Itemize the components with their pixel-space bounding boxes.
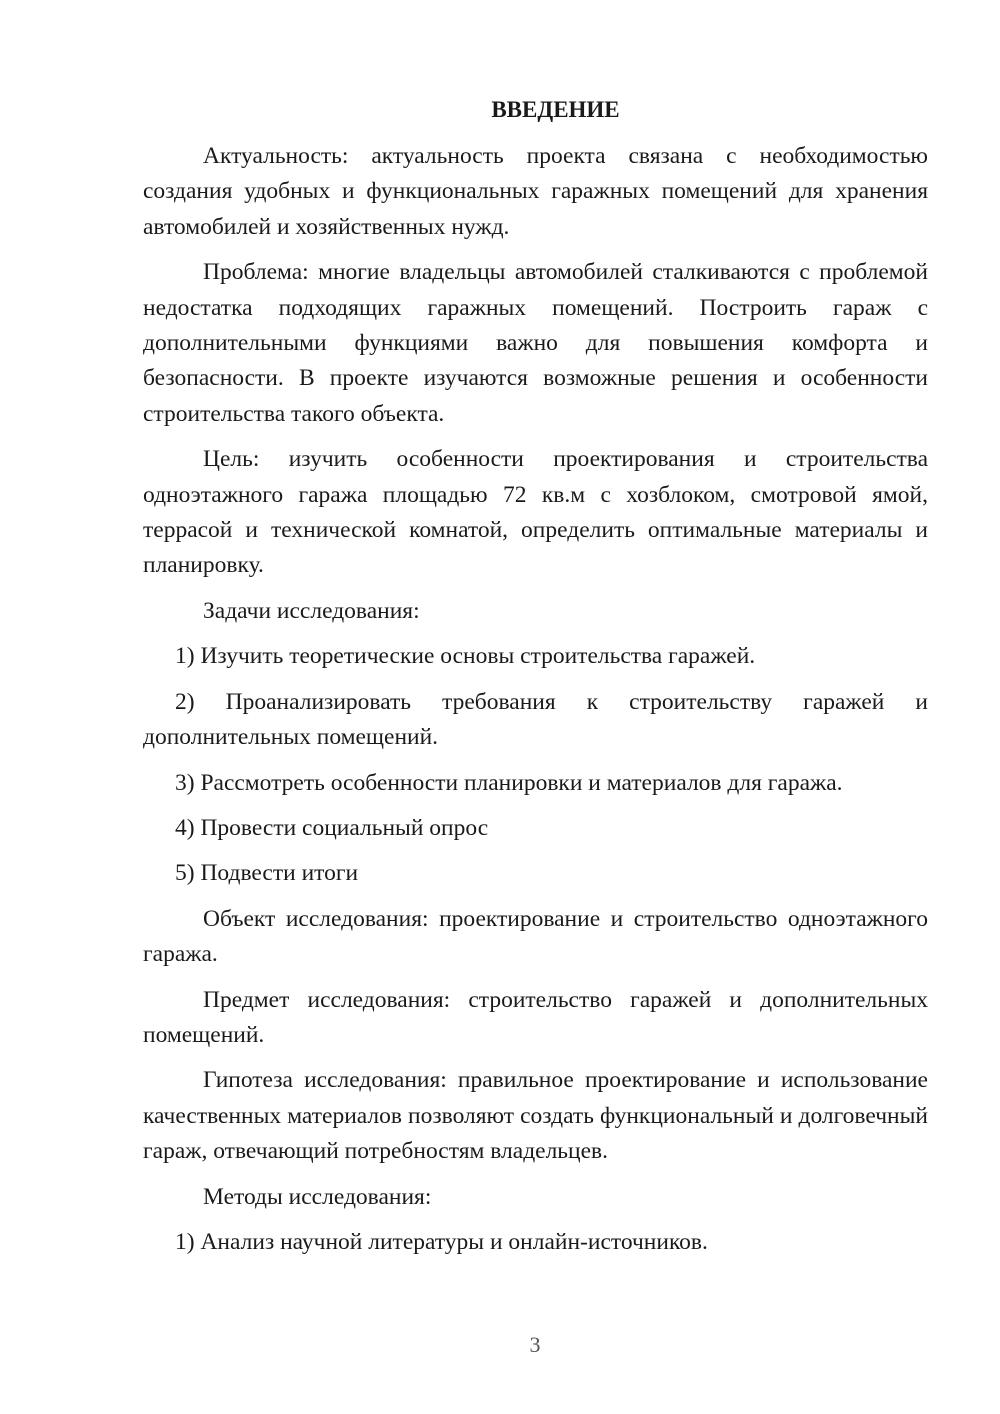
page-content: [143, 92, 928, 1270]
task-item-2: 2) Проанализировать требования к строительству гаражей и дополнительных помещений.: [143, 688, 928, 751]
methods-heading: Методы исследования:: [203, 1183, 432, 1210]
goal-paragraph: Цель: изучить особенности проектирования и строительства одноэтажного гаража площадью 72 кв.м с хозблоком, смотровой ямой, террасой и технической комнатой, определить оптимальные материалы и планировку.: [143, 446, 928, 579]
relevance-paragraph: Актуальность: актуальность проекта связана с необходимостью создания удобных и функциональных гаражных помещений для хранения автомобилей и хозяйственных нужд.: [143, 143, 928, 240]
problem-paragraph: Проблема: многие владельцы автомобилей сталкиваются с проблемой недостатка подходящих гаражных помещений. Построить гараж с дополнительными функциями важно для повышения комфорта и безопасности. В проекте изучаются возможные решения и особенности строительства такого объекта.: [143, 259, 928, 427]
hypothesis-paragraph: Гипотеза исследования: правильное проектирование и использование качественных материалов позволяют создать функциональный и долговечный гараж, отвечающий потребностям владельцев.: [143, 1067, 928, 1165]
section-title: ВВЕДЕНИЕ: [491, 97, 620, 122]
task-item-1: 1) Изучить теоретические основы строительства гаражей.: [175, 643, 756, 670]
task-item-4: 4) Провести социальный опрос: [175, 814, 489, 841]
object-paragraph: Объект исследования: проектирование и строительство одноэтажного гаража.: [143, 905, 928, 968]
task-item-3: 3) Рассмотреть особенности планировки и материалов для гаража.: [175, 769, 843, 796]
page-number: 3: [529, 1332, 541, 1357]
task-item-5: 5) Подвести итоги: [175, 860, 359, 887]
tasks-heading: Задачи исследования:: [203, 597, 420, 624]
method-item-1: 1) Анализ научной литературы и онлайн-источников.: [175, 1228, 708, 1255]
subject-paragraph: Предмет исследования: строительство гаражей и дополнительных помещений.: [143, 986, 928, 1048]
